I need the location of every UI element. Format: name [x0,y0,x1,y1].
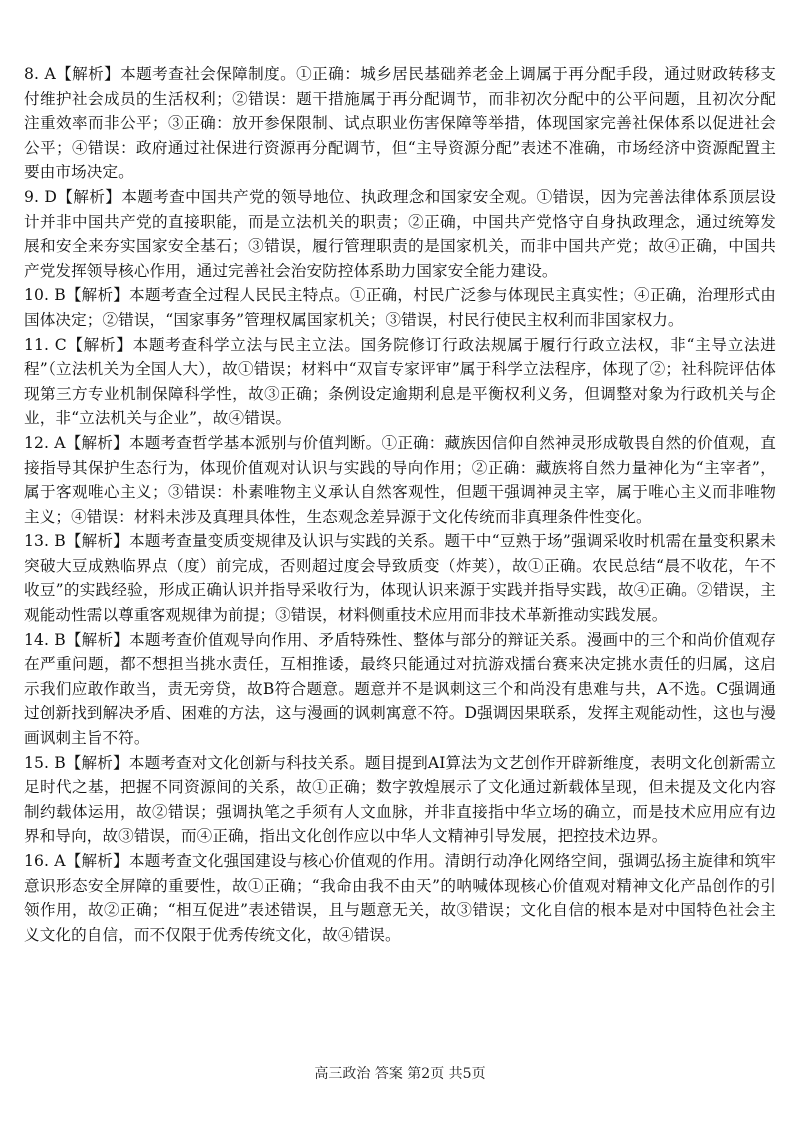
answer-explanation: 本题考查价值观导向作用、矛盾特殊性、整体与部分的辩证关系。漫画中的三个和尚价值观存在严重问题，都不想担当挑水责任，互相推诿，最终只能通过对抗游戏擂台赛来决定挑水责任的归属，这启示我们应敢作敢当，责无旁贷，故B符合题意。题意并不是讽刺这三个和尚没有患难与共，A不选。C强调通过创新找到解决矛盾、困难的方法，这与漫画的讽刺寓意不符。D强调因果联系，发挥主观能动性，这也与漫画讽刺主旨不符。 [24,630,776,748]
answer-number: 9. D【解析】 [24,187,122,206]
answer-number: 12. A【解析】 [24,433,129,452]
answer-number: 15. B【解析】 [24,753,129,772]
answer-item-15 [24,751,776,849]
answer-explanation: 本题考查文化强国建设与核心价值观的作用。清朗行动净化网络空间，强调弘扬主旋律和筑牢意识形态安全屏障的重要性，故①正确；“我命由我不由天”的呐喊体现核心价值观对精神文化产品创作的引领作用，故②正确；“相互促进”表述错误，且与题意无关，故③错误；文化自信的根本是对中国特色社会主义文化的自信，而不仅限于优秀传统文化，故④错误。 [24,852,776,944]
answer-number: 10. B【解析】 [24,286,130,305]
answer-explanation: 本题考查社会保障制度。①正确：城乡居民基础养老金上调属于再分配手段，通过财政转移支付维护社会成员的生活权利；②错误：题干措施属于再分配调节，而非初次分配中的公平问题，且初次分配注重效率而非公平；③正确：放开参保限制、试点职业伤害保障等举措，体现国家完善社保体系以促进社会公平；④错误：政府通过社保进行资源再分配调节，但“主导资源分配”表述不准确，市场经济中资源配置主要由市场决定。 [24,65,776,182]
page-footer: 高三政治 答案 第2页 共5页 [314,1066,486,1082]
answer-item-9 [24,185,776,283]
answer-item-11 [24,333,776,431]
answer-page [24,62,776,947]
answer-number: 13. B【解析】 [24,532,129,551]
answer-explanation: 本题考查中国共产党的领导地位、执政理念和国家安全观。①错误，因为完善法律体系顶层设计并非中国共产党的直接职能，而是立法机关的职责；②正确，中国共产党恪守自身执政理念，通过统筹发展和安全来夯实国家安全基石；③错误，履行管理职责的是国家机关，而非中国共产党；故④正确，中国共产党发挥领导核心作用，通过完善社会治安防控体系助力国家安全能力建设。 [24,187,776,280]
answer-number: 8. A【解析】 [24,65,121,83]
answer-number: 11. C【解析】 [24,335,133,354]
answer-item-13 [24,529,776,627]
answer-item-12 [24,431,776,529]
answer-explanation: 本题考查量变质变规律及认识与实践的关系。题干中“豆熟于场”强调采收时机需在量变积累未突破大豆成熟临界点（度）前完成，否则超过度会导致质变（炸荚），故①正确。农民总结“晨不收花，午不收豆”的实践经验，形成正确认识并指导采收行为，体现认识来源于实践并指导实践，故④正确。②错误，主观能动性需以尊重客观规律为前提；③错误，材料侧重技术应用而非技术革新推动实践发展。 [24,532,776,625]
answer-number: 14. B【解析】 [24,630,130,649]
answer-item-8 [24,62,776,185]
answer-item-10 [24,283,776,332]
answer-explanation: 本题考查对文化创新与科技关系。题目提到AI算法为文艺创作开辟新维度，表明文化创新需立足时代之基，把握不同资源间的关系，故①正确；数字敦煌展示了文化通过新载体呈现，但未提及文化内容制约载体运用，故②错误；强调执笔之手须有人文血脉，并非直接指中华立场的确立，而是技术应用应有边界和导向，故③错误，而④正确，指出文化创作应以中华人文精神引导发展，把控技术边界。 [24,753,777,846]
answer-item-16 [24,849,776,947]
answer-explanation: 本题考查科学立法与民主立法。国务院修订行政法规属于履行行政立法权，非“主导立法进程”（立法机关为全国人大），故①错误；材料中“双盲专家评审”属于科学立法程序，体现了②；社科院评估体现第三方专业机制保障科学性，故③正确；条例设定逾期利息是平衡权利义务，但调整对象为行政机关与企业，非“立法机关与企业”，故④错误。 [24,335,776,428]
answer-explanation: 本题考查哲学基本派别与价值判断。①正确：藏族因信仰自然神灵形成敬畏自然的价值观，直接指导其保护生态行为，体现价值观对认识与实践的导向作用；②正确：藏族将自然力量神化为“主宰者”，属于客观唯心主义；③错误：朴素唯物主义承认自然客观性，但题干强调神灵主宰，属于唯心主义而非唯物主义；④错误：材料未涉及真理具体性，生态观念差异源于文化传统而非真理条件性变化。 [24,433,776,526]
answer-number: 16. A【解析】 [24,852,129,870]
answer-item-14 [24,628,776,751]
answer-explanation: 本题考查全过程人民民主特点。①正确，村民广泛参与体现民主真实性；④正确，治理形式由国体决定；②错误，“国家事务”管理权属国家机关；③错误，村民行使民主权利而非国家权力。 [24,286,776,329]
